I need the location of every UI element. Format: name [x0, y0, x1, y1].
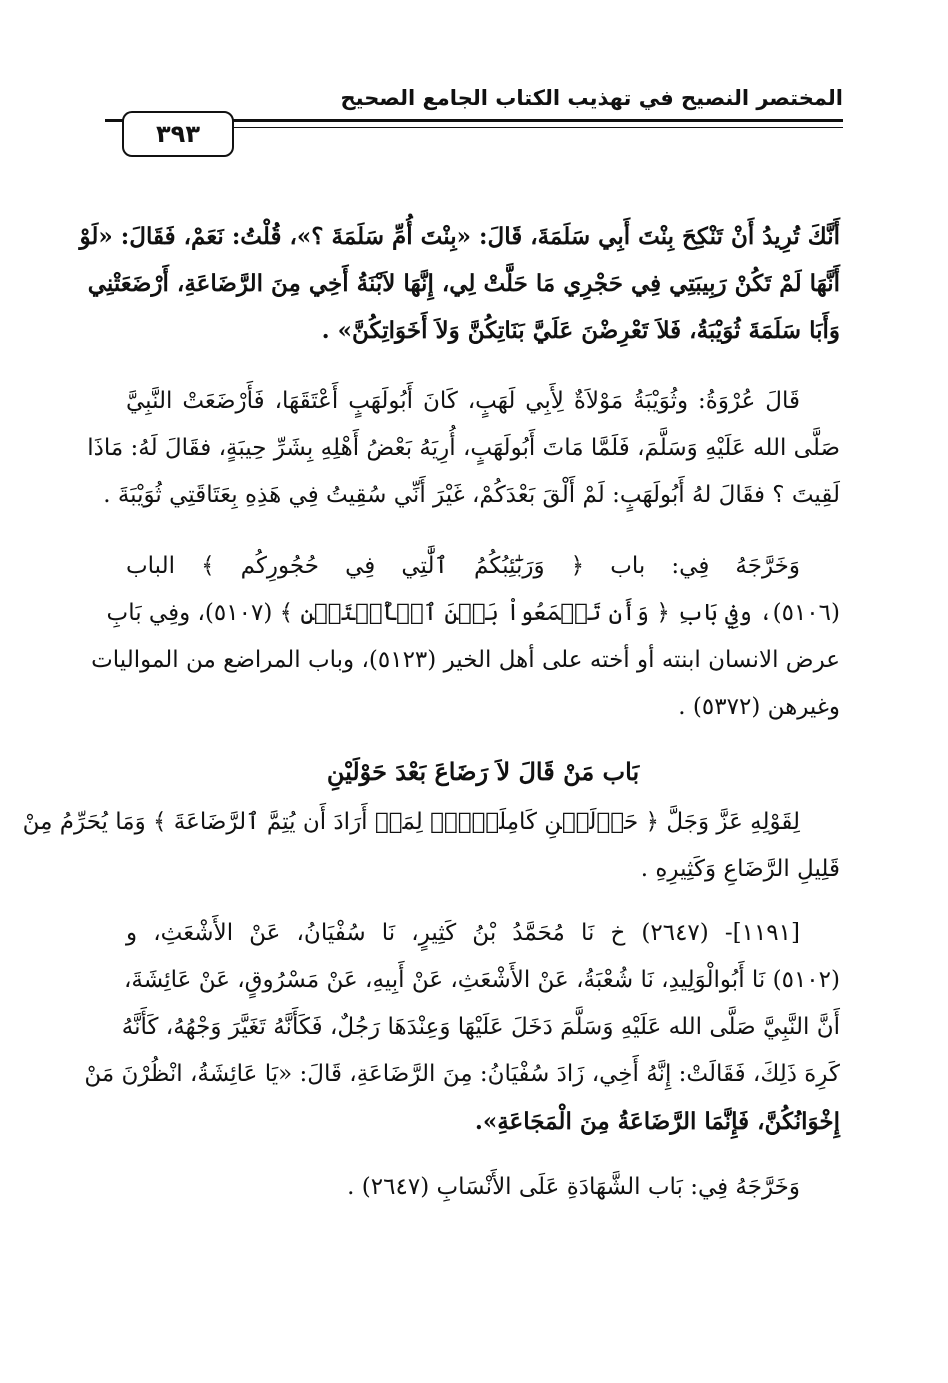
- running-title: المختصر النصيح في تهذيب الكتاب الجامع الصحيح: [340, 86, 843, 110]
- text-line: وَخَرَّجَهُ فِي: باب ﴿ وَرَبَٰٓئِبُكُمُ ٱلَّٰتِي فِي حُجُورِكُم ﴾ الباب: [126, 553, 800, 579]
- text-line: لَقِيتَ ؟ فقَالَ لهُ أَبُولَهَبٍ: لَمْ أَلْقَ بَعْدَكُمْ، غَيْرَ أَنِّي سُقِيتُ فِي هَذِهِ بِعَتَاقَتِي ثُوَيْبَةَ .: [103, 482, 840, 508]
- paragraph-2: [87, 378, 840, 519]
- text-line: [١١٩١]- (٢٦٤٧) خ نَا مُحَمَّدُ بْنُ كَثِيرٍ، نَا سُفْيَانُ، عَنْ الأَشْعَثِ، و: [126, 920, 800, 946]
- text-line: قَالَ عُرْوَةُ: وثُوَيْبَةُ مَوْلاَةٌ لِأَبِي لَهَبٍ، كَانَ أَبُولَهَبٍ أَعْتَقَهَا، فَأَرْضَعَتْ النَّبِيَّ: [126, 388, 800, 414]
- text-line: وَأَبَا سَلَمَةَ ثُوَيْبَةُ، فَلاَ تَعْرِضْنَ عَلَيَّ بَنَاتِكُنَّ وَلاَ أَخَوَاتِكُنَّ» .: [321, 317, 840, 344]
- hadith-paragraph: [84, 910, 840, 1145]
- text-line: وغيرهن (٥٣٧٢) .: [678, 694, 840, 720]
- text-line: أَنَّكَ تُرِيدُ أَنْ تَنْكِحَ بِنْتَ أَبِي سَلَمَةَ، قَالَ: «بِنْتَ أُمِّ سَلَمَةَ ؟»، قُلْتُ: نَعَمْ، فَقَالَ: «لَوْ: [79, 223, 840, 250]
- final-paragraph: [126, 1164, 840, 1211]
- text-line: قَلِيلِ الرَّضَاعِ وَكَثِيرِهِ .: [640, 856, 840, 882]
- text-line: عرض الانسان ابنته أو أخته على أهل الخير (٥١٢٣)، وباب المراضع من المواليات: [91, 647, 840, 673]
- text-line: إِخْوَانُكُنَّ، فَإِنَّمَا الرَّضَاعَةُ مِنَ الْمَجَاعَةِ».: [474, 1108, 840, 1135]
- text-line: أَنَّهَا لَمْ تَكُنْ رَبِيبَتِي فِي حَجْرِي مَا حَلَّتْ لِي، إِنَّهَا لاَبْنَةُ أَخِي مِنَ الرَّضَاعَةِ، أَرْضَعَتْنِي: [87, 270, 840, 297]
- text-line: (٥١٠٢) نَا أَبُوالْوَلِيدِ، نَا شُعْبَةُ، عَنْ الأَشْعَثِ، عَنْ أَبِيهِ، عَنْ مَسْرُوقٍ، عَنْ عَائِشَةَ،: [124, 967, 840, 993]
- text-line: أَنَّ النَّبِيَّ صَلَّى الله عَلَيْهِ وَسَلَّمَ دَخَلَ عَلَيْهَا وَعِنْدَهَا رَجُلٌ، فَكَأَنَّهُ تَغَيَّرَ وَجْهُهُ، كَأَنَّهُ: [121, 1014, 840, 1040]
- text-line: وَخَرَّجَهُ فِي: بَاب الشَّهَادَةِ عَلَى الأَنْسَابِ (٢٦٤٧) .: [347, 1174, 800, 1200]
- chapter-intro: [22, 799, 840, 893]
- header-rule-secondary: [232, 127, 843, 128]
- text-line: صَلَّى الله عَلَيْهِ وَسَلَّمَ، فَلَمَّا مَاتَ أَبُولَهَبٍ، أُرِيَهُ بَعْضُ أَهْلِهِ بِشَرِّ حِيبَةٍ، فقَالَ لَهُ: مَاذَا: [87, 435, 840, 461]
- text-line: لِقَوْلِهِ عَزَّ وَجَلَّ ﴿ حَوۡلَيۡنِ كَامِلَيۡنِۖ لِمَنۡ أَرَادَ أَن يُتِمَّ ٱلرَّضَاعَةَ ﴾ وَمَا يُحَرِّمُ مِنْ: [22, 809, 800, 835]
- paragraph-3: [91, 543, 840, 731]
- paragraph-1: [79, 213, 840, 354]
- chapter-heading: بَاب مَنْ قَالَ لاَ رَضَاعَ بَعْدَ حَوْلَيْنِ: [326, 757, 640, 786]
- text-line: (٥١٠٦)، وفِي بَابِ ﴿ وَأَن تَجۡمَعُواْ بَيۡنَ ٱلۡأُخۡتَيۡنِ ﴾ (٥١٠٧)، وفِي بَابِ: [106, 600, 840, 626]
- page-number: ٣٩٣: [122, 111, 234, 157]
- text-line: كَرِهَ ذَلِكَ، فَقَالَتْ: إِنَّهُ أَخِي، زَادَ سُفْيَانُ: مِنَ الرَّضَاعَةِ، قَالَ: «يَا عَائِشَةُ، انْظُرْنَ مَنْ: [84, 1061, 840, 1087]
